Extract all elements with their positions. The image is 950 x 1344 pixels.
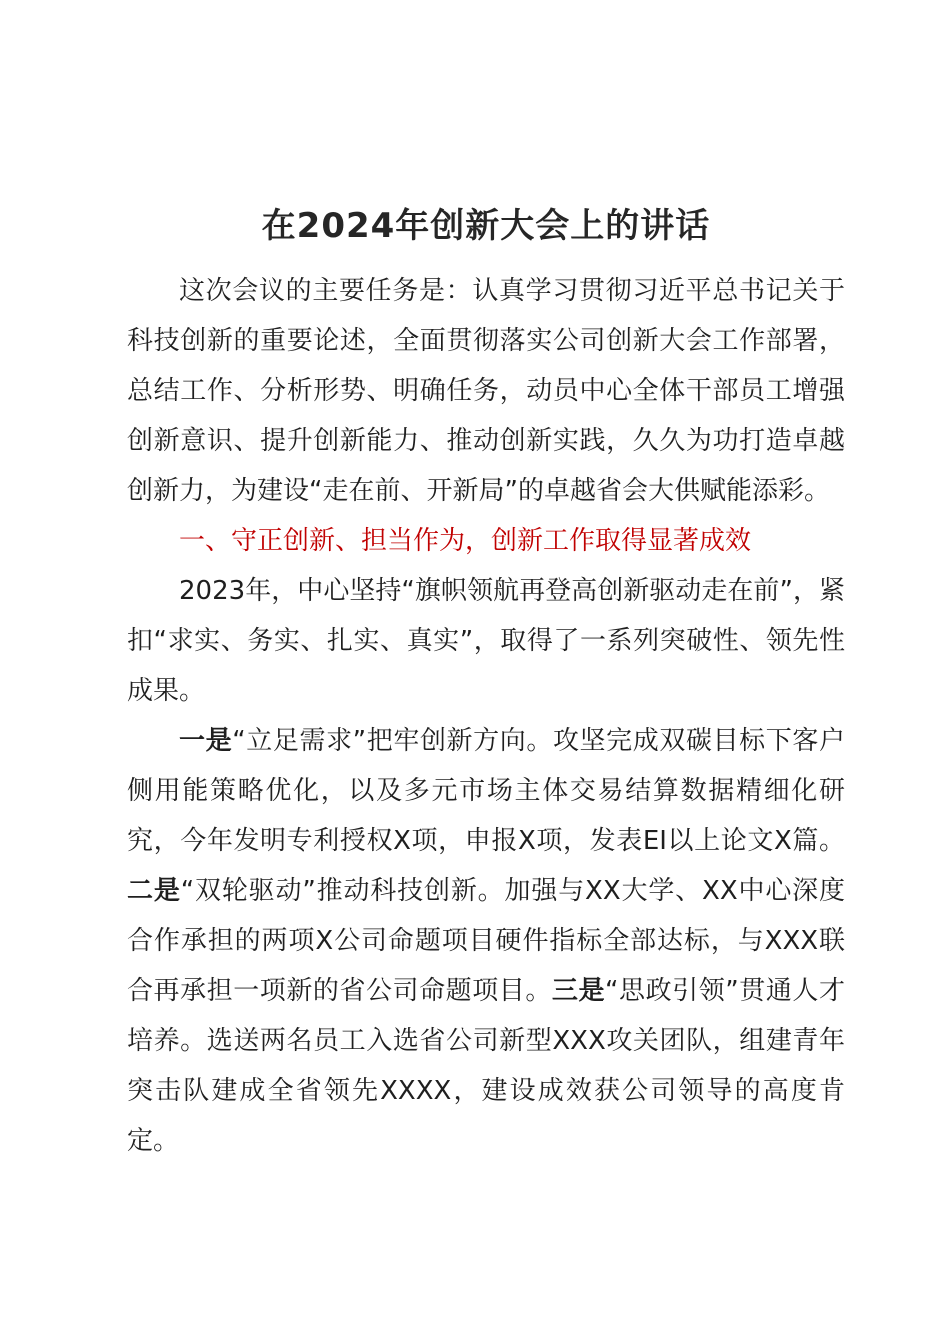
summary-paragraph: 2023年，中心坚持“旗帜领航再登高创新驱动走在前”，紧扣“求实、务实、扎实、真实”，取得了一系列突破性、领先性成果。 <box>127 576 845 706</box>
achievements-paragraph <box>127 716 845 1166</box>
point-label: 三是 <box>551 976 606 1006</box>
point-text: “立足需求”把牢创新方向。攻坚完成双碳目标下客户侧用能策略优化，以及多元市场主体交易结算数据精细化研究，今年发明专利授权X项，申报X项，发表EI以上论文X篇。 <box>127 726 845 856</box>
document-title: 在2024年创新大会上的讲话 <box>261 206 711 246</box>
point-text: “思政引领”贯通人才培养。选送两名员工入选省公司新型XXX攻关团队，组建青年突击队建成全省领先XXXX，建设成效获公司领导的高度肯定。 <box>127 976 845 1156</box>
point-text: “双轮驱动”推动科技创新。加强与XX大学、XX中心深度合作承担的两项X公司命题项目硬件指标全部达标，与XXX联合再承担一项新的省公司命题项目。 <box>127 876 845 1006</box>
point-label: 二是 <box>127 876 181 906</box>
document-page <box>127 196 845 1166</box>
intro-paragraph: 这次会议的主要任务是：认真学习贯彻习近平总书记关于科技创新的重要论述，全面贯彻落实公司创新大会工作部署，总结工作、分析形势、明确任务，动员中心全体干部员工增强创新意识、提升创新能力、推动创新实践，久久为功打造卓越创新力，为建设“走在前、开新局”的卓越省会大供赋能添彩。 <box>127 276 845 506</box>
section-heading: 一、守正创新、担当作为，创新工作取得显著成效 <box>179 526 752 556</box>
point-label: 一是 <box>179 726 233 756</box>
